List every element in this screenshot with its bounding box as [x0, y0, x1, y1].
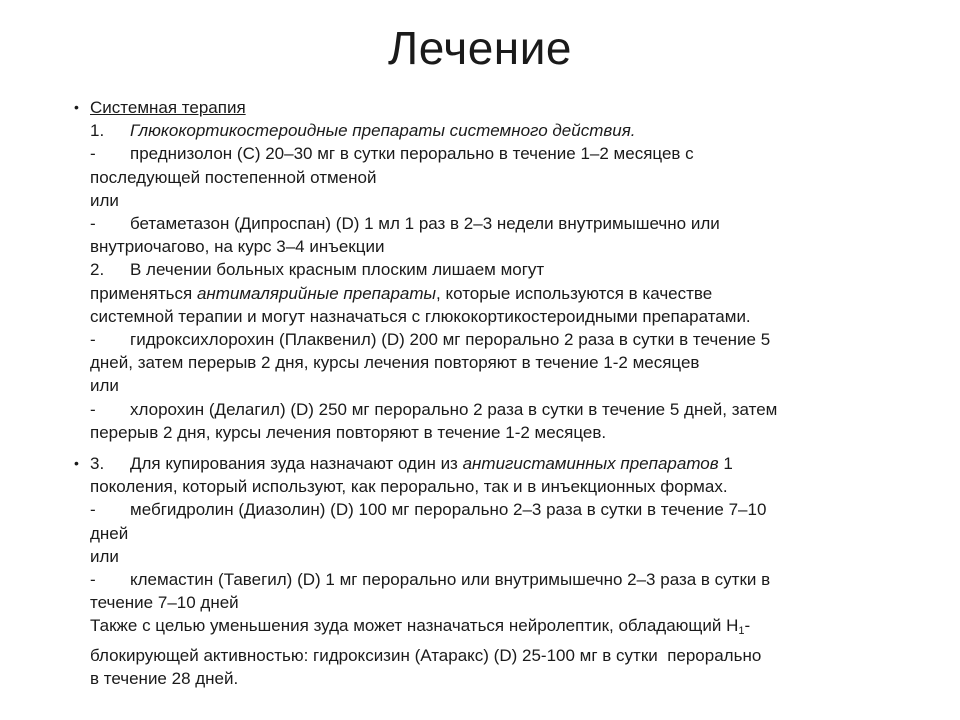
text-line: или — [90, 190, 119, 210]
text-line: последующей постепенной отменой — [90, 167, 377, 187]
list-dash: - — [90, 570, 96, 590]
text-line — [90, 398, 894, 421]
text-line — [90, 119, 894, 142]
list-number: 2. — [90, 260, 105, 280]
paragraph-itch-treatment — [74, 452, 894, 690]
list-dash: - — [90, 330, 96, 350]
text-line — [90, 142, 894, 165]
list-text: мебгидролин (Диазолин) (D) 100 мг перорально 2–3 раза в сутки в течение 7–10 — [130, 500, 767, 520]
text-line: системной терапии и могут назначаться с глюкокортикостероидными препаратами. — [90, 306, 751, 326]
text-fragment: 1 — [718, 454, 733, 474]
italic-term: антигистаминных препаратов — [462, 454, 719, 474]
text-line: дней — [90, 523, 129, 543]
section-heading: Системная терапия — [90, 98, 246, 117]
list-text: хлорохин (Делагил) (D) 250 мг перорально 2 раза в сутки в течение 5 дней, затем — [130, 399, 778, 419]
list-text: гидроксихлорохин (Плаквенил) (D) 200 мг перорально 2 раза в сутки в течение 5 — [130, 330, 771, 350]
list-dash: - — [90, 500, 96, 520]
list-text: В лечении больных красным плоским лишаем могут — [130, 260, 545, 280]
list-text: Глюкокортикостероидные препараты системного действия. — [130, 121, 636, 141]
text-line — [90, 282, 894, 305]
list-number: 3. — [90, 454, 105, 474]
text-line: или — [90, 376, 119, 396]
text-line: внутриочагово, на курс 3–4 инъекции — [90, 237, 385, 257]
text-line: дней, затем перерыв 2 дня, курсы лечения повторяют в течение 1-2 месяцев — [90, 353, 700, 373]
list-text: бетаметазон (Дипроспан) (D) 1 мл 1 раз в 2–3 недели внутримышечно или — [130, 214, 720, 234]
text-line — [90, 258, 894, 281]
text-fragment: Для купирования зуда назначают один из — [130, 454, 463, 474]
text-line — [90, 614, 894, 643]
italic-term: антималярийные препараты — [196, 283, 437, 303]
text-line: или — [90, 546, 119, 566]
text-fragment: Также с целью уменьшения зуда может назначаться нейролептик, обладающий H — [90, 616, 739, 636]
text-line — [90, 212, 894, 235]
text-line — [90, 452, 894, 475]
text-line: течение 7–10 дней — [90, 593, 239, 613]
list-dash: - — [90, 214, 96, 234]
list-text: клемастин (Тавегил) (D) 1 мг перорально или внутримышечно 2–3 раза в сутки в — [130, 570, 771, 590]
slide-content — [74, 96, 894, 690]
list-dash: - — [90, 399, 96, 419]
text-line — [90, 498, 894, 521]
text-line — [90, 568, 894, 591]
list-dash: - — [90, 144, 96, 164]
slide-title: Лечение — [388, 22, 572, 74]
subscript: 1 — [738, 625, 745, 638]
text-fragment: применяться — [90, 283, 197, 303]
text-line: в течение 28 дней. — [90, 668, 239, 688]
text-line: перерыв 2 дня, курсы лечения повторяют в течение 1-2 месяцев. — [90, 422, 607, 442]
list-number: 1. — [90, 121, 105, 141]
text-fragment: - — [744, 616, 751, 636]
bullet-icon: • — [74, 455, 79, 472]
text-fragment: , которые используются в качестве — [436, 283, 713, 303]
list-text: преднизолон (C) 20–30 мг в сутки перорально в течение 1–2 месяцев с — [130, 144, 694, 164]
text-line: блокирующей активностью: гидроксизин (Атаракс) (D) 25-100 мг в сутки перорально — [90, 645, 762, 665]
paragraph-systemic-therapy — [74, 96, 894, 444]
text-line: поколения, который используют, как перорально, так и в инъекционных формах. — [90, 477, 728, 497]
bullet-icon: • — [74, 99, 79, 115]
text-line — [90, 328, 894, 351]
